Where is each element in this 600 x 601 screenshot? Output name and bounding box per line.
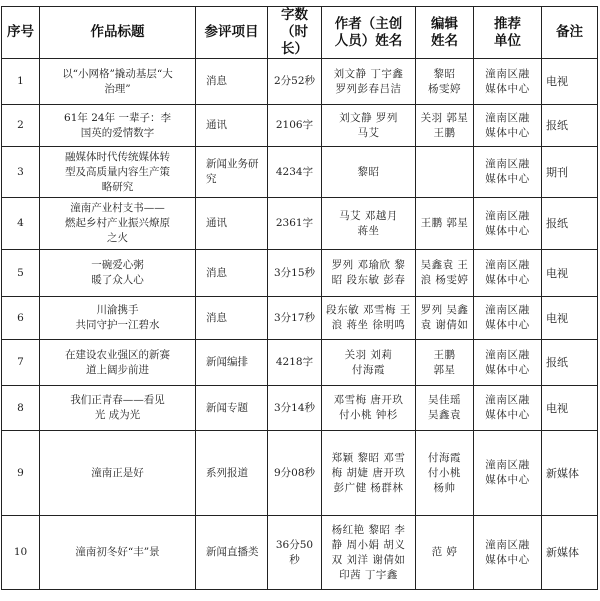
category-cell: [196, 198, 268, 250]
table-row: [2, 59, 598, 105]
row-number: 3: [17, 165, 24, 178]
editors-line: 王鹏 郭星: [420, 217, 469, 229]
unit-cell: [474, 340, 542, 386]
work-title-line: 潼南产业村支书——: [70, 202, 165, 214]
unit-line: 媒体中心: [485, 553, 530, 566]
row-number: 10: [13, 546, 28, 558]
editors-cell: [416, 250, 474, 297]
note-cell: [542, 386, 598, 431]
unit-line: 媒体中心: [485, 274, 530, 286]
authors-line: 蒋坐: [357, 224, 380, 237]
authors-cell: [322, 59, 416, 105]
authors-line: 彭广健 杨群林: [333, 481, 404, 494]
note-cell: [542, 105, 598, 147]
header-unit: [474, 7, 542, 59]
work-title-cell: [40, 198, 196, 250]
unit-cell: [474, 297, 542, 340]
editors-cell: [416, 431, 474, 516]
table-row: [2, 431, 598, 516]
editors-line: 吴鑫袁 王: [420, 259, 469, 271]
authors-cell: [322, 198, 416, 250]
work-title-line: 国英的爱情数字: [80, 126, 155, 139]
authors-cell: [322, 297, 416, 340]
work-title-cell: [40, 516, 196, 590]
note-cell: [542, 198, 598, 250]
authors-line: 黎昭: [357, 165, 380, 178]
header-note: 备注: [542, 7, 598, 59]
category-cell: [196, 516, 268, 590]
category: 消息: [206, 266, 227, 279]
editors-line: 吴鑫袁: [428, 409, 461, 421]
editors-cell: [416, 516, 474, 590]
work-title-line: 我们正青春——看见: [70, 394, 165, 406]
editors-cell: [416, 340, 474, 386]
row-number-cell: [2, 431, 40, 516]
authors-line: 罗列 邓瑜欣 黎: [331, 259, 406, 271]
work-title-cell: [40, 340, 196, 386]
unit-cell: [474, 431, 542, 516]
row-number-cell: [2, 516, 40, 590]
header-unit-line1: 推荐: [494, 15, 521, 32]
editors-line: 付海霞: [428, 451, 461, 464]
header-length: [268, 7, 322, 59]
row-number: 9: [17, 466, 24, 479]
note: 报纸: [546, 119, 568, 132]
row-number: 2: [17, 119, 24, 131]
editors-cell: [416, 147, 474, 198]
editors-line: 袁 谢倩如: [420, 319, 469, 331]
unit-line: 潼南区融: [485, 158, 530, 170]
category-cell: [196, 386, 268, 431]
unit-cell: [474, 147, 542, 198]
length-cell: [268, 59, 322, 105]
authors-cell: [322, 386, 416, 431]
table-row: [2, 516, 598, 590]
unit-line: 媒体中心: [485, 173, 530, 185]
row-number: 7: [17, 356, 24, 368]
length: 2106字: [275, 119, 314, 131]
category: 消息: [206, 311, 227, 324]
note: 报纸: [546, 356, 568, 369]
length: 36分50秒: [275, 538, 314, 566]
authors-line: 刘文静 丁宇鑫: [333, 67, 404, 80]
row-number-cell: [2, 297, 40, 340]
authors-line: 邓雪梅 唐开玖: [333, 394, 404, 406]
note-cell: [542, 431, 598, 516]
category: 消息: [206, 75, 227, 87]
unit-line: 潼南区融: [485, 348, 530, 361]
editors-line: 杨雯婷: [428, 82, 461, 95]
editors-line: 付小桃: [428, 466, 461, 479]
length: 2分52秒: [273, 75, 316, 87]
authors-line: 罗列彭春吕洁: [335, 82, 402, 95]
authors-cell: [322, 147, 416, 198]
authors-cell: [322, 340, 416, 386]
unit-line: 媒体中心: [485, 363, 530, 376]
unit-line: 潼南区融: [485, 459, 530, 471]
unit-cell: [474, 59, 542, 105]
length: 4218字: [275, 356, 314, 368]
header-length-line2: （时长）: [281, 24, 308, 57]
category: 新闻编排: [206, 356, 248, 368]
length-cell: [268, 250, 322, 297]
editors-line: 杨帅: [433, 481, 456, 494]
note-cell: [542, 340, 598, 386]
authors-line: 印茜 丁宇鑫: [339, 568, 398, 581]
length-cell: [268, 297, 322, 340]
category: 新闻直播类: [206, 546, 259, 558]
header-no: 序号: [2, 7, 40, 59]
note: 电视: [546, 75, 568, 88]
length-cell: [268, 147, 322, 198]
length-cell: [268, 105, 322, 147]
authors-line: 杨红艳 黎昭 李: [331, 523, 406, 536]
category: 系列报道: [206, 466, 248, 479]
length-cell: [268, 198, 322, 250]
authors-line: 付海霞: [352, 363, 385, 376]
authors-line: 马艾 邓越月: [339, 209, 398, 222]
note-cell: [542, 59, 598, 105]
authors-line: 郑颖 黎昭 邓雪: [331, 451, 406, 464]
length: 3分15秒: [273, 266, 316, 279]
work-title-line: 光 成为光: [94, 409, 141, 421]
row-number: 5: [17, 266, 24, 279]
note-cell: [542, 147, 598, 198]
note: 报纸: [546, 217, 568, 230]
note-cell: [542, 250, 598, 297]
table-row: [2, 340, 598, 386]
work-title-line: 治理”: [104, 82, 131, 95]
table-body: [2, 59, 598, 590]
editors-line: 郭星: [433, 363, 456, 376]
unit-line: 媒体中心: [485, 409, 530, 421]
length: 4234字: [275, 165, 314, 178]
note: 新媒体: [546, 466, 579, 480]
authors-cell: [322, 516, 416, 590]
row-number-cell: [2, 59, 40, 105]
editors-cell: [416, 59, 474, 105]
category-cell: [196, 59, 268, 105]
length: 9分08秒: [273, 466, 316, 479]
editors-line: 吴佳瑶: [428, 394, 461, 406]
editors-line: 范 婷: [431, 546, 458, 558]
editors-line: 王鹏: [433, 126, 456, 139]
category-cell: [196, 250, 268, 297]
category-cell: [196, 105, 268, 147]
work-title-line: 潼南正是好: [91, 466, 144, 479]
length: 3分17秒: [273, 311, 316, 324]
category: 新闻专题: [206, 401, 248, 414]
header-author-line1: 作者（主创: [334, 15, 403, 32]
unit-line: 媒体中心: [485, 319, 530, 331]
row-number-cell: [2, 198, 40, 250]
editors-cell: [416, 105, 474, 147]
authors-line: 段东敏 邓雪梅 王: [326, 304, 411, 316]
editors-line: 王鹏: [433, 348, 456, 361]
work-title-line: 道上阔步前进: [86, 363, 149, 376]
category-cell: [196, 297, 268, 340]
row-number-cell: [2, 105, 40, 147]
work-title-line: 川渝携手: [96, 304, 139, 316]
work-title-line: 共同守护一江碧水: [75, 319, 160, 331]
editors-cell: [416, 297, 474, 340]
unit-cell: [474, 105, 542, 147]
work-title-cell: [40, 250, 196, 297]
note-cell: [542, 297, 598, 340]
row-number: 1: [17, 75, 24, 87]
unit-cell: [474, 516, 542, 590]
work-title-cell: [40, 147, 196, 198]
work-title-line: 潼南初冬好“丰”景: [75, 546, 160, 558]
note-cell: [542, 516, 598, 590]
unit-line: 媒体中心: [485, 82, 530, 95]
header-row: [2, 7, 598, 59]
work-title-cell: [40, 59, 196, 105]
note: 电视: [546, 401, 568, 415]
authors-line: 昭 段东敏 彭春: [331, 274, 406, 286]
table-row: [2, 147, 598, 198]
table-row: [2, 297, 598, 340]
row-number-cell: [2, 147, 40, 198]
header-editor: [416, 7, 474, 59]
unit-line: 潼南区融: [485, 67, 530, 80]
unit-line: 媒体中心: [485, 126, 530, 139]
work-title-line: 在建设农业强区的新赛: [65, 348, 170, 361]
header-editor-line2: 姓名: [431, 32, 458, 49]
category: 通讯: [206, 119, 227, 131]
work-title-cell: [40, 297, 196, 340]
row-number: 6: [17, 311, 24, 324]
authors-line: 刘文静 罗列: [339, 111, 398, 124]
length-cell: [268, 431, 322, 516]
header-length-line1: 字数: [281, 7, 308, 23]
table-row: [2, 198, 598, 250]
length-cell: [268, 386, 322, 431]
editors-line: 关羽 郭星: [420, 111, 469, 124]
work-title-line: 略研究: [101, 180, 134, 193]
length: 3分14秒: [273, 401, 316, 414]
note: 期刊: [546, 165, 568, 179]
header-unit-line2: 单位: [494, 32, 521, 49]
authors-line: 关羽 刘莉: [344, 348, 393, 361]
unit-line: 潼南区融: [485, 111, 530, 124]
work-title-line: 暖了众人心: [91, 274, 144, 286]
row-number-cell: [2, 340, 40, 386]
work-title-cell: [40, 431, 196, 516]
category-cell: [196, 431, 268, 516]
unit-line: 潼南区融: [485, 259, 530, 271]
authors-line: 静 周小娟 胡义: [331, 538, 406, 551]
award-entries-table: [1, 6, 598, 590]
work-title-line: 以“小网格”撬动基层“大: [62, 67, 173, 80]
row-number: 8: [17, 401, 24, 414]
header-author: [322, 7, 416, 59]
unit-line: 潼南区融: [485, 209, 530, 222]
unit-line: 潼南区融: [485, 394, 530, 406]
table-row: [2, 250, 598, 297]
unit-line: 潼南区融: [485, 538, 530, 551]
unit-cell: [474, 198, 542, 250]
length: 2361字: [275, 217, 314, 229]
editors-cell: [416, 198, 474, 250]
authors-line: 马艾: [357, 126, 380, 139]
editors-line: 浪 杨雯婷: [420, 274, 469, 286]
header-category: 参评项目: [196, 7, 268, 59]
authors-line: 梅 胡婕 唐开玖: [331, 466, 406, 479]
work-title-line: 之火: [107, 232, 128, 244]
authors-cell: [322, 250, 416, 297]
authors-cell: [322, 431, 416, 516]
note: 电视: [546, 266, 568, 280]
work-title-cell: [40, 105, 196, 147]
work-title-line: 一碗爱心粥: [91, 259, 144, 271]
category-cell: [196, 147, 268, 198]
row-number: 4: [17, 217, 24, 229]
work-title-line: 61年 24年 一辈子：李: [64, 111, 171, 124]
header-author-line2: 人员）姓名: [334, 32, 403, 49]
unit-cell: [474, 250, 542, 297]
category-cell: [196, 340, 268, 386]
unit-cell: [474, 386, 542, 431]
authors-line: 浪 蒋坐 徐明鸣: [331, 319, 406, 331]
work-title-line: 燃起乡村产业振兴燎原: [65, 217, 170, 229]
work-title-line: 型及高质量内容生产策: [65, 165, 170, 178]
authors-line: 双 刘洋 谢倩如: [331, 553, 406, 566]
header-editor-line1: 编辑: [431, 15, 458, 32]
work-title-cell: [40, 386, 196, 431]
authors-cell: [322, 105, 416, 147]
category: 新闻业务研究: [206, 158, 259, 185]
note: 新媒体: [546, 546, 579, 559]
authors-line: 付小桃 钟杉: [339, 409, 398, 421]
header-title: 作品标题: [40, 7, 196, 59]
category: 通讯: [206, 217, 227, 229]
row-number-cell: [2, 250, 40, 297]
length-cell: [268, 516, 322, 590]
editors-cell: [416, 386, 474, 431]
unit-line: 媒体中心: [485, 474, 530, 486]
unit-line: 媒体中心: [485, 224, 530, 237]
note: 电视: [546, 311, 568, 325]
table-row: [2, 105, 598, 147]
table-row: [2, 386, 598, 431]
editors-line: 黎昭: [433, 67, 456, 80]
editors-line: 罗列 吴鑫: [420, 304, 469, 316]
row-number-cell: [2, 386, 40, 431]
unit-line: 潼南区融: [485, 304, 530, 316]
work-title-line: 融媒体时代传统媒体转: [65, 150, 170, 163]
length-cell: [268, 340, 322, 386]
